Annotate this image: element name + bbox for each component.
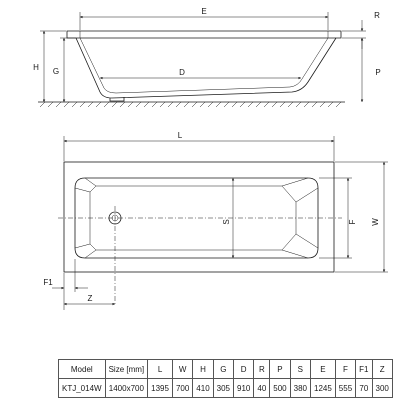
table-header-cell: E bbox=[311, 360, 336, 379]
table-cell: 70 bbox=[356, 379, 372, 398]
table-header-cell: Size [mm] bbox=[105, 360, 148, 379]
table-cell: 300 bbox=[372, 379, 392, 398]
label-f1: F1 bbox=[43, 278, 53, 287]
spec-table bbox=[58, 359, 393, 398]
label-g: G bbox=[52, 67, 60, 76]
table-header-cell: F bbox=[335, 360, 355, 379]
table-header-row bbox=[59, 360, 393, 379]
label-w: W bbox=[371, 218, 380, 226]
table-cell: 555 bbox=[335, 379, 355, 398]
table-cell: KTJ_014W bbox=[59, 379, 106, 398]
table-cell: 410 bbox=[193, 379, 213, 398]
table-header-cell: P bbox=[270, 360, 290, 379]
tub-inner-profile bbox=[80, 38, 328, 93]
table-header-cell: D bbox=[234, 360, 254, 379]
table-header-cell: W bbox=[172, 360, 192, 379]
table-row bbox=[59, 379, 393, 398]
table-header-cell: S bbox=[290, 360, 310, 379]
label-d: D bbox=[179, 68, 185, 77]
tub-outer-profile bbox=[76, 38, 336, 98]
table-cell: 1400x700 bbox=[105, 379, 148, 398]
table-header-cell: R bbox=[254, 360, 270, 379]
table-cell: 380 bbox=[290, 379, 310, 398]
table-header-cell: Model bbox=[59, 360, 106, 379]
table-cell: 500 bbox=[270, 379, 290, 398]
table-cell: 1245 bbox=[311, 379, 336, 398]
table-header-cell: F1 bbox=[356, 360, 372, 379]
table-header-cell: H bbox=[193, 360, 213, 379]
table-cell: 1395 bbox=[148, 379, 173, 398]
table-header-cell: G bbox=[213, 360, 233, 379]
tub-rim bbox=[67, 31, 341, 38]
table-cell: 305 bbox=[213, 379, 233, 398]
label-e: E bbox=[201, 7, 207, 16]
table-cell: 700 bbox=[172, 379, 192, 398]
label-z: Z bbox=[87, 294, 93, 303]
label-h: H bbox=[33, 63, 39, 72]
side-view bbox=[33, 7, 381, 107]
label-r: R bbox=[374, 11, 380, 20]
label-f: F bbox=[348, 219, 357, 225]
table-header-cell: L bbox=[148, 360, 173, 379]
tub-top-outline bbox=[64, 162, 334, 272]
table-cell: 910 bbox=[234, 379, 254, 398]
label-l: L bbox=[177, 131, 183, 140]
floor-hatching bbox=[40, 102, 341, 107]
table-cell: 40 bbox=[254, 379, 270, 398]
label-s: S bbox=[222, 219, 231, 225]
top-view bbox=[43, 131, 388, 310]
label-p: P bbox=[375, 68, 381, 77]
table-header-cell: Z bbox=[372, 360, 392, 379]
